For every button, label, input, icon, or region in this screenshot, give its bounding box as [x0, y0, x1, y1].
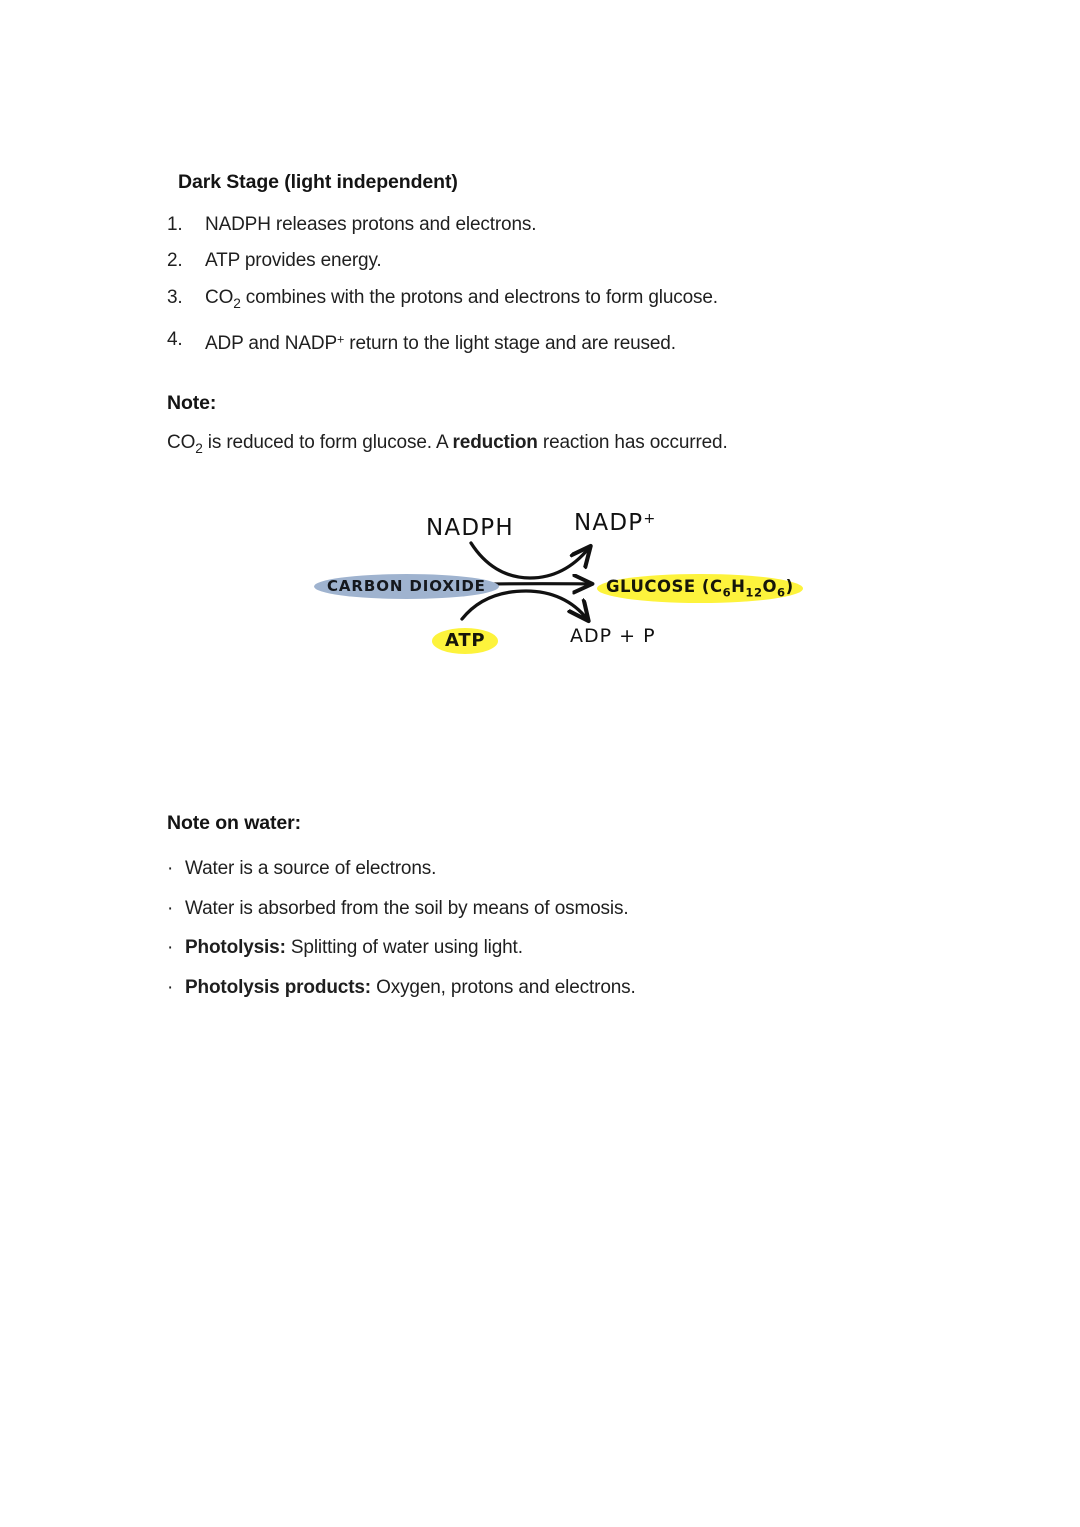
diagram-label-carbon-dioxide: CARBON DIOXIDE	[314, 574, 499, 599]
list-item-number: 3.	[167, 286, 183, 308]
water-note-heading: Note on water:	[167, 812, 302, 834]
list-item-text: Photolysis products: Oxygen, protons and electrons.	[185, 976, 636, 998]
list-item-text: ADP and NADP+ return to the light stage and are reused.	[205, 332, 676, 354]
bullet-icon: ·	[167, 976, 174, 998]
diagram-label-glucose: GLUCOSE $(C_6H_{12}O_6)$	[597, 574, 803, 603]
note-heading: Note:	[167, 392, 217, 414]
list-item-number: 2.	[167, 250, 183, 272]
list-item	[167, 243, 867, 279]
bullet-icon: ·	[167, 858, 174, 879]
list-item-number: 1.	[167, 214, 183, 235]
water-note-bullet-list	[167, 849, 887, 1007]
list-item	[167, 928, 887, 968]
diagram-label-atp: ATP	[432, 628, 498, 654]
diagram-label-nadp-plus: NADP+	[574, 510, 657, 536]
note-body: $CO_2$ is reduced to form glucose. A reduction reaction has occurred.	[167, 432, 728, 456]
list-item	[167, 968, 887, 1008]
list-item	[167, 889, 887, 929]
bullet-icon: ·	[167, 897, 174, 919]
list-item	[167, 849, 887, 889]
dark-stage-step-list	[167, 207, 867, 362]
diagram-label-adp-plus-p: ADP + P	[570, 625, 656, 647]
arrow-atp-to-adp	[462, 591, 587, 619]
diagram-label-nadph: NADPH	[426, 515, 514, 541]
list-item-text: Photolysis: Splitting of water using light.	[185, 937, 523, 958]
list-item-text: $CO_2$ combines with the protons and electrons to form glucose.	[205, 286, 718, 311]
photosynthesis-dark-stage-diagram	[290, 495, 794, 670]
list-item-text: ATP provides energy.	[205, 250, 382, 272]
list-item	[167, 280, 867, 322]
arrow-nadph-to-nadp	[471, 543, 589, 578]
list-item-text: NADPH releases protons and electrons.	[205, 214, 537, 235]
list-item	[167, 322, 867, 363]
list-item-number: 4.	[167, 328, 183, 350]
bullet-icon: ·	[167, 937, 174, 958]
list-item	[167, 207, 867, 243]
list-item-text: Water is a source of electrons.	[185, 858, 437, 879]
list-item-text: Water is absorbed from the soil by means of osmosis.	[185, 897, 629, 919]
dark-stage-heading: Dark Stage (light independent)	[178, 171, 458, 193]
